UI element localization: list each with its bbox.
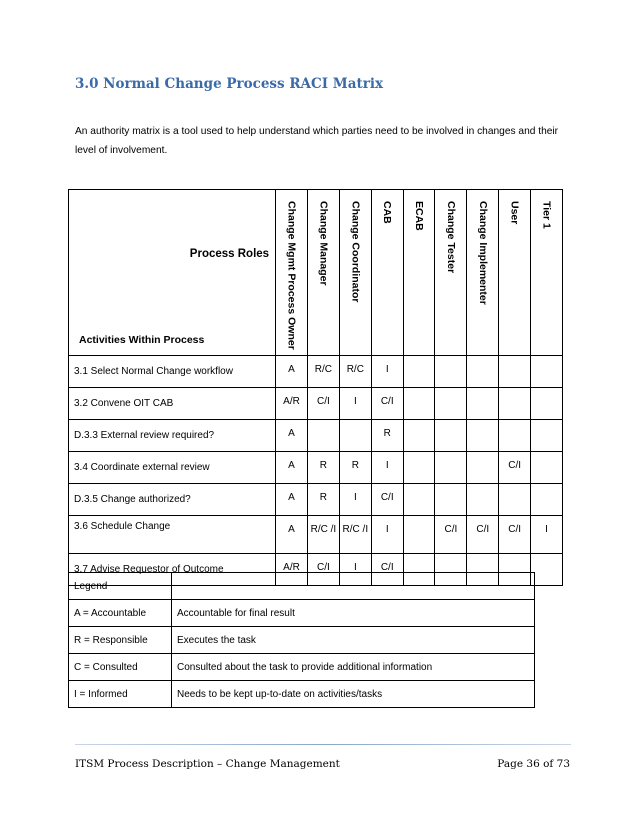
raci-corner-cell	[69, 190, 276, 356]
role-label: User	[508, 201, 521, 225]
role-label: CAB	[381, 201, 394, 224]
raci-row	[69, 452, 563, 484]
raci-value-cell	[499, 484, 531, 516]
activity-cell: 3.4 Coordinate external review	[69, 452, 276, 484]
page-title: 3.0 Normal Change Process RACI Matrix	[75, 76, 384, 92]
raci-value-cell: R	[371, 420, 403, 452]
legend-key: I = Informed	[69, 681, 172, 708]
legend-key: C = Consulted	[69, 654, 172, 681]
raci-value-cell	[531, 420, 563, 452]
footer-divider	[75, 744, 571, 745]
raci-value-cell	[403, 388, 435, 420]
legend-row	[69, 627, 535, 654]
raci-row	[69, 388, 563, 420]
raci-value-cell: R/C /I	[307, 516, 339, 554]
raci-value-cell	[531, 356, 563, 388]
raci-value-cell	[403, 356, 435, 388]
raci-value-cell: A	[276, 452, 308, 484]
legend-row	[69, 600, 535, 627]
role-label: ECAB	[413, 201, 426, 231]
raci-value-cell	[339, 420, 371, 452]
raci-value-cell	[403, 516, 435, 554]
role-label: Change Mgmt Process Owner	[285, 201, 298, 350]
role-label: Tier 1	[540, 201, 553, 229]
raci-value-cell	[435, 388, 467, 420]
raci-value-cell	[403, 420, 435, 452]
raci-value-cell: I	[371, 452, 403, 484]
activity-cell: 3.7 Advise Requestor of Outcome	[69, 554, 276, 586]
role-label: Change Implementer	[476, 201, 489, 305]
activity-cell: D.3.3 External review required?	[69, 420, 276, 452]
raci-value-cell: I	[371, 356, 403, 388]
raci-value-cell: C/I	[307, 388, 339, 420]
raci-row	[69, 356, 563, 388]
raci-value-cell	[499, 388, 531, 420]
legend-header-empty	[172, 573, 535, 600]
raci-value-cell: C/I	[499, 452, 531, 484]
raci-value-cell	[531, 452, 563, 484]
raci-value-cell: C/I	[307, 554, 339, 586]
raci-value-cell	[435, 484, 467, 516]
raci-value-cell: R	[339, 452, 371, 484]
raci-value-cell	[467, 452, 499, 484]
legend-table	[68, 572, 535, 708]
legend-header: Legend	[69, 573, 172, 600]
raci-row	[69, 516, 563, 554]
raci-value-cell: A	[276, 420, 308, 452]
raci-matrix	[68, 189, 563, 586]
raci-value-cell	[531, 554, 563, 586]
role-label: Change Manager	[317, 201, 330, 286]
raci-value-cell: I	[339, 388, 371, 420]
role-header	[531, 190, 563, 356]
raci-value-cell: A	[276, 484, 308, 516]
raci-value-cell: I	[339, 484, 371, 516]
activities-label: Activities Within Process	[79, 333, 205, 346]
raci-value-cell: A/R	[276, 554, 308, 586]
raci-value-cell: C/I	[371, 388, 403, 420]
role-label: Change Coordinator	[349, 201, 362, 303]
raci-value-cell	[435, 356, 467, 388]
legend-key: A = Accountable	[69, 600, 172, 627]
activity-cell: 3.1 Select Normal Change workflow	[69, 356, 276, 388]
raci-row	[69, 484, 563, 516]
raci-value-cell	[467, 388, 499, 420]
raci-value-cell: R	[307, 484, 339, 516]
role-header	[339, 190, 371, 356]
raci-value-cell	[531, 388, 563, 420]
legend-description: Accountable for final result	[172, 600, 535, 627]
raci-value-cell: A	[276, 516, 308, 554]
process-roles-label: Process Roles	[189, 247, 270, 260]
legend-key: R = Responsible	[69, 627, 172, 654]
legend-description: Consulted about the task to provide additional information	[172, 654, 535, 681]
raci-value-cell	[467, 420, 499, 452]
raci-value-cell: R/C	[339, 356, 371, 388]
intro-paragraph: An authority matrix is a tool used to help understand which parties need to be involved in changes and their level of involvement.	[75, 126, 559, 156]
legend-row	[69, 654, 535, 681]
role-header	[276, 190, 308, 356]
raci-value-cell: R/C	[307, 356, 339, 388]
raci-value-cell	[467, 484, 499, 516]
role-header	[371, 190, 403, 356]
raci-header-row	[69, 190, 563, 356]
raci-value-cell: C/I	[371, 554, 403, 586]
raci-value-cell	[435, 420, 467, 452]
role-header	[499, 190, 531, 356]
raci-value-cell: R/C /I	[339, 516, 371, 554]
raci-value-cell: C/I	[435, 516, 467, 554]
raci-value-cell: C/I	[499, 516, 531, 554]
legend-row	[69, 681, 535, 708]
raci-row	[69, 420, 563, 452]
raci-value-cell: I	[531, 516, 563, 554]
legend-description: Executes the task	[172, 627, 535, 654]
raci-value-cell: I	[339, 554, 371, 586]
activity-cell: 3.6 Schedule Change	[69, 516, 276, 554]
raci-value-cell: R	[307, 452, 339, 484]
role-header	[403, 190, 435, 356]
role-label: Change Tester	[444, 201, 457, 274]
raci-value-cell	[403, 452, 435, 484]
raci-value-cell	[499, 356, 531, 388]
footer-doc-title: ITSM Process Description – Change Management	[75, 758, 340, 770]
raci-value-cell	[531, 484, 563, 516]
role-header	[467, 190, 499, 356]
legend-description: Needs to be kept up-to-date on activities/tasks	[172, 681, 535, 708]
role-header	[435, 190, 467, 356]
legend-header-row	[69, 573, 535, 600]
raci-value-cell: C/I	[371, 484, 403, 516]
raci-value-cell: I	[371, 516, 403, 554]
activity-cell: 3.2 Convene OIT CAB	[69, 388, 276, 420]
raci-value-cell	[467, 356, 499, 388]
raci-value-cell	[403, 484, 435, 516]
activity-cell: D.3.5 Change authorized?	[69, 484, 276, 516]
raci-value-cell	[307, 420, 339, 452]
raci-value-cell	[435, 452, 467, 484]
raci-value-cell: A	[276, 356, 308, 388]
role-header	[307, 190, 339, 356]
raci-value-cell: A/R	[276, 388, 308, 420]
raci-value-cell	[499, 420, 531, 452]
footer-page-number: Page 36 of 73	[497, 758, 570, 770]
raci-value-cell: C/I	[467, 516, 499, 554]
